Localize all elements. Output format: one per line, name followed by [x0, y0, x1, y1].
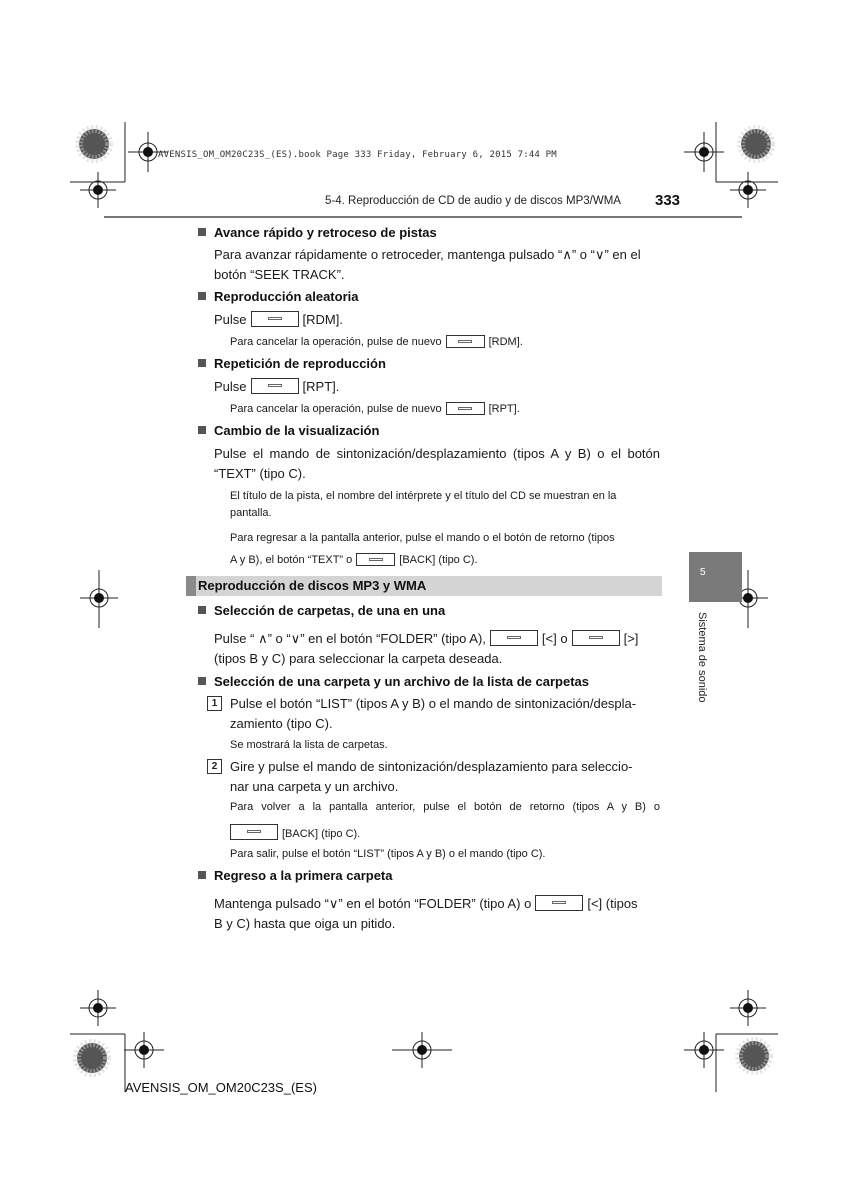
step-number: 2	[207, 759, 222, 774]
paragraph-visualizacion: Pulse el mando de sintonización/desplazamiento (tipos A y B) o el botón “TEXT” (tipo C).	[214, 446, 660, 481]
page-number: 333	[655, 192, 681, 209]
rpt-button-icon	[446, 402, 485, 415]
note-visualizacion-2: Para regresar a la pantalla anterior, pulse el mando o el botón de retorno (tipos A y B), el botón “TEXT” o [BACK] (tipo C).	[230, 532, 615, 566]
note-step-2-back: [BACK] (tipo C).	[226, 824, 360, 840]
rdm-button-icon	[251, 311, 299, 327]
heading-aleatoria: Reproducción aleatoria	[198, 289, 358, 304]
back-button-icon	[356, 553, 395, 566]
bullet-square-icon	[198, 606, 206, 614]
note-step-2-exit: Para salir, pulse el botón “LIST” (tipos A y B) o el mando (tipo C).	[230, 848, 546, 860]
heading-avance: Avance rápido y retroceso de pistas	[198, 225, 437, 240]
heading-primera: Regreso a la primera carpeta	[198, 868, 392, 883]
chapter-number: 5	[700, 567, 706, 578]
paragraph-carpetas: Pulse “ ∧” o “∨” en el botón “FOLDER” (tipo A), [<] o [>] (tipos B y C) para seleccionar la carpeta deseada.	[214, 631, 639, 666]
step-number: 1	[207, 696, 222, 711]
paragraph-primera: Mantenga pulsado “∨” en el botón “FOLDER” (tipo A) o [<] (tipos B y C) hasta que oiga un pitido.	[214, 896, 638, 931]
note-repeticion: Para cancelar la operación, pulse de nuevo [RPT].	[230, 403, 520, 415]
heading-lista: Selección de una carpeta y un archivo de la lista de carpetas	[198, 674, 589, 689]
section-bar	[186, 576, 662, 596]
note-visualizacion-1: El título de la pista, el nombre del intérprete y el título del CD se muestran en la pantalla.	[230, 490, 617, 519]
back-button-icon	[230, 824, 278, 840]
section-title: Reproducción de discos MP3 y WMA	[198, 578, 427, 593]
footer-code: AVENSIS_OM_OM20C23S_(ES)	[125, 1080, 317, 1095]
paragraph-avance: Para avanzar rápidamente o retroceder, mantenga pulsado “∧” o “∨” en el botón “SEEK TRACK”.	[214, 247, 641, 282]
rpt-button-icon	[251, 378, 299, 394]
step-1: 1 Pulse el botón “LIST” (tipos A y B) o el mando de sintonización/despla- zamiento (tipo C).	[207, 694, 660, 733]
heading-carpetas: Selección de carpetas, de una en una	[198, 603, 445, 618]
note-aleatoria: Para cancelar la operación, pulse de nuevo [RDM].	[230, 336, 523, 348]
note-step-1: Se mostrará la lista de carpetas.	[230, 739, 388, 751]
rdm-button-icon	[446, 335, 485, 348]
prev-button-icon	[490, 630, 538, 646]
bullet-square-icon	[198, 677, 206, 685]
bullet-square-icon	[198, 871, 206, 879]
bullet-square-icon	[198, 228, 206, 236]
next-button-icon	[572, 630, 620, 646]
chapter-tab	[689, 552, 742, 602]
running-title: 5-4. Reproducción de CD de audio y de discos MP3/WMA	[325, 195, 621, 207]
paragraph-repeticion: Pulse [RPT].	[214, 379, 340, 394]
file-info-line: AVENSIS_OM_OM20C23S_(ES).book Page 333 Friday, February 6, 2015 7:44 PM	[158, 150, 557, 160]
bullet-square-icon	[198, 359, 206, 367]
heading-visualizacion: Cambio de la visualización	[198, 423, 379, 438]
header-rule	[104, 216, 742, 218]
step-2: 2 Gire y pulse el mando de sintonización/desplazamiento para seleccio- nar una carpeta y un archivo.	[207, 757, 660, 796]
note-step-2: Para volver a la pantalla anterior, pulse el botón de retorno (tipos A y B) o	[230, 801, 660, 813]
bullet-square-icon	[198, 426, 206, 434]
paragraph-aleatoria: Pulse [RDM].	[214, 312, 343, 327]
bullet-square-icon	[198, 292, 206, 300]
chapter-label: Sistema de sonido	[696, 612, 708, 703]
heading-repeticion: Repetición de reproducción	[198, 356, 386, 371]
prev-button-icon	[535, 895, 583, 911]
